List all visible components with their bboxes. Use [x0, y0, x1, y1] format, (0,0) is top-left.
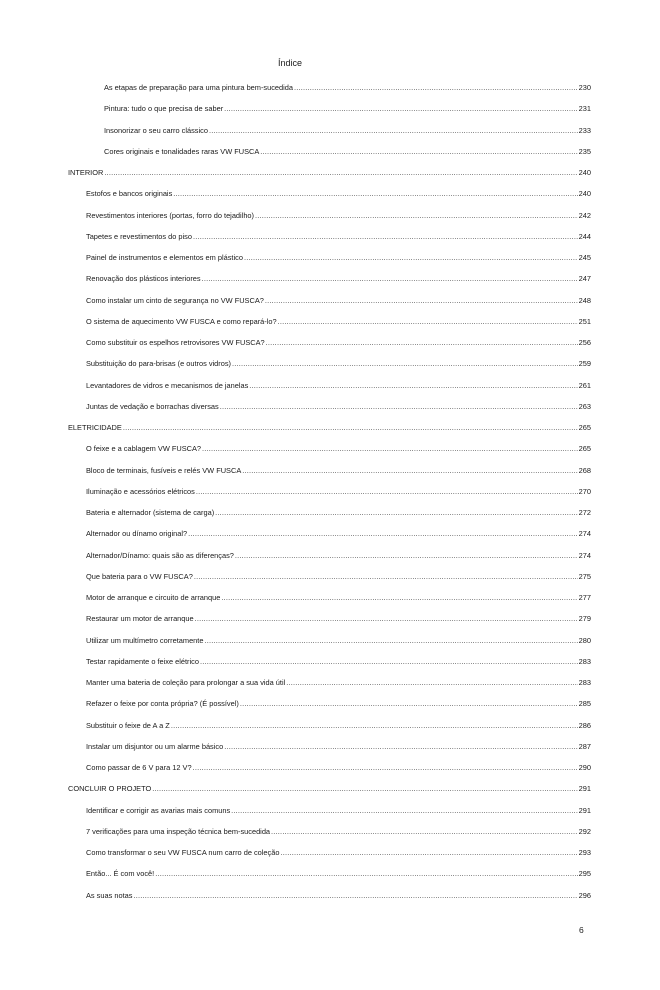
toc-entry-label: Manter uma bateria de coleção para prolongar a sua vida útil	[86, 678, 286, 687]
toc-dot-leader	[133, 891, 577, 900]
toc-entry-label: Bateria e alternador (sistema de carga)	[86, 508, 215, 517]
toc-entry-label: Substituição do para-brisas (e outros vidros)	[86, 359, 232, 369]
toc-entry[interactable]	[86, 548, 591, 560]
toc-entry[interactable]	[86, 208, 591, 220]
toc-dot-leader	[204, 636, 577, 645]
toc-entry-page: 265	[578, 444, 591, 454]
toc-entry-page: 285	[578, 699, 591, 709]
toc-entry-label: Alternador/Dínamo: quais são as diferenças?	[86, 550, 234, 560]
toc-dot-leader	[104, 168, 577, 177]
toc-entry[interactable]	[86, 463, 591, 475]
toc-entry[interactable]	[86, 505, 591, 517]
toc-entry[interactable]	[86, 335, 591, 347]
toc-entry-label: Motor de arranque e circuito de arranque	[86, 593, 221, 602]
toc-entry-label: Renovação dos plásticos interiores	[86, 274, 201, 284]
toc-entry-page: 291	[578, 805, 591, 815]
toc-dot-leader	[278, 317, 578, 326]
toc-dot-leader	[255, 211, 578, 220]
toc-dot-leader	[249, 381, 577, 390]
toc-dot-leader	[123, 423, 578, 432]
toc-entry[interactable]	[86, 356, 591, 368]
toc-entry[interactable]	[86, 718, 591, 730]
toc-dot-leader	[155, 869, 577, 878]
toc-entry[interactable]	[68, 420, 591, 432]
toc-entry[interactable]	[68, 781, 591, 793]
toc-dot-leader	[220, 402, 578, 411]
toc-entry[interactable]	[86, 866, 591, 878]
toc-dot-leader	[193, 763, 578, 772]
toc-entry-label: Como passar de 6 V para 12 V?	[86, 763, 192, 772]
toc-dot-leader	[188, 529, 578, 538]
toc-entry[interactable]	[86, 271, 591, 283]
toc-entry-page: 283	[578, 656, 591, 666]
toc-entry[interactable]	[104, 123, 591, 135]
toc-entry[interactable]	[86, 611, 591, 623]
toc-dot-leader	[171, 721, 578, 730]
toc-dot-leader	[196, 487, 578, 496]
toc-entry-page: 274	[578, 550, 591, 560]
toc-entry-page: 292	[578, 826, 591, 836]
toc-entry-label: As suas notas	[86, 890, 133, 900]
toc-entry-page: 293	[578, 848, 591, 857]
toc-entry-page: 245	[578, 253, 591, 262]
toc-dot-leader	[294, 83, 578, 92]
toc-entry-label: INTERIOR	[68, 168, 104, 177]
toc-entry-label: Revestimentos interiores (portas, forro do tejadilho)	[86, 210, 255, 220]
page-title: Índice	[277, 58, 303, 68]
toc-dot-leader	[235, 551, 578, 560]
toc-entry-label: Juntas de vedação e borrachas diversas	[86, 401, 219, 411]
toc-entry-page: 233	[578, 125, 591, 135]
toc-dot-leader	[265, 296, 578, 305]
toc-entry-page: 240	[578, 168, 591, 177]
toc-entry-label: Como transformar o seu VW FUSCA num carro de coleção	[86, 848, 280, 857]
toc-entry[interactable]	[86, 803, 591, 815]
toc-entry[interactable]	[68, 165, 591, 177]
toc-entry-page: 248	[578, 295, 591, 305]
toc-entry[interactable]	[86, 739, 591, 751]
toc-entry[interactable]	[86, 888, 591, 900]
toc-entry[interactable]	[86, 484, 591, 496]
toc-entry[interactable]	[86, 441, 591, 453]
toc-entry-label: ELETRICIDADE	[68, 423, 122, 432]
toc-entry-page: 256	[578, 338, 591, 347]
toc-entry[interactable]	[104, 144, 591, 156]
toc-entry-page: 295	[578, 869, 591, 879]
toc-dot-leader	[242, 466, 577, 475]
toc-dot-leader	[231, 806, 577, 815]
toc-entry-label: 7 verificações para uma inspeção técnica bem-sucedida	[86, 826, 271, 836]
toc-entry-page: 244	[578, 231, 591, 241]
toc-entry[interactable]	[86, 250, 591, 262]
toc-entry[interactable]	[86, 633, 591, 645]
toc-dot-leader	[280, 848, 577, 857]
toc-dot-leader	[173, 189, 577, 198]
toc-entry-page: 274	[578, 529, 591, 539]
toc-dot-leader	[195, 614, 578, 623]
toc-entry[interactable]	[86, 378, 591, 390]
toc-entry[interactable]	[86, 526, 591, 538]
toc-entry-page: 231	[578, 104, 591, 114]
toc-entry-page: 272	[578, 508, 591, 517]
toc-entry-label: Iluminação e acessórios elétricos	[86, 486, 195, 496]
toc-entry-label: As etapas de preparação para uma pintura bem-sucedida	[104, 83, 293, 92]
toc-entry[interactable]	[86, 824, 591, 836]
toc-entry-page: 251	[578, 316, 591, 326]
toc-entry-page: 279	[578, 614, 591, 624]
toc-entry[interactable]	[86, 590, 591, 602]
toc-entry[interactable]	[86, 399, 591, 411]
toc-dot-leader	[202, 444, 578, 453]
toc-entry-page: 286	[578, 720, 591, 730]
toc-entry-label: O sistema de aquecimento VW FUSCA e como repará-lo?	[86, 316, 277, 326]
toc-entry[interactable]	[86, 314, 591, 326]
toc-entry-page: 283	[578, 678, 591, 687]
toc-entry-label: Cores originais e tonalidades raras VW FUSCA	[104, 146, 260, 156]
toc-dot-leader	[286, 678, 577, 687]
toc-entry-page: 280	[578, 635, 591, 645]
toc-entry-label: CONCLUIR O PROJETO	[68, 784, 152, 794]
toc-entry-label: Alternador ou dínamo original?	[86, 529, 188, 539]
toc-entry-label: Substituir o feixe de A a Z	[86, 720, 170, 730]
toc-entry-page: 242	[578, 210, 591, 220]
toc-entry-label: Como instalar um cinto de segurança no VW FUSCA?	[86, 295, 264, 305]
toc-dot-leader	[193, 232, 578, 241]
toc-dot-leader	[209, 126, 578, 135]
toc-entry-page: 265	[578, 423, 591, 432]
toc-entry-page: 275	[578, 571, 591, 581]
toc-entry-page: 277	[578, 593, 591, 602]
toc-entry[interactable]	[104, 101, 591, 113]
toc-entry-label: Instalar um disjuntor ou um alarme básico	[86, 741, 224, 751]
toc-entry-label: Refazer o feixe por conta própria? (É possível)	[86, 699, 239, 709]
footer-page-number: 6	[579, 925, 584, 935]
toc-entry[interactable]	[86, 293, 591, 305]
toc-entry[interactable]	[86, 186, 591, 198]
toc-entry[interactable]	[86, 845, 591, 857]
toc-dot-leader	[271, 827, 578, 836]
toc-entry-page: 247	[578, 274, 591, 284]
toc-entry-page: 291	[578, 784, 591, 794]
toc-dot-leader	[200, 657, 578, 666]
toc-entry-page: 263	[578, 401, 591, 411]
toc-entry-page: 270	[578, 486, 591, 496]
toc-entry-page: 259	[578, 359, 591, 369]
toc-dot-leader	[260, 147, 577, 156]
toc-entry-label: Que bateria para o VW FUSCA?	[86, 571, 193, 581]
toc-dot-leader	[240, 699, 578, 708]
toc-dot-leader	[221, 593, 577, 602]
toc-entry[interactable]	[86, 654, 591, 666]
toc-entry-label: Tapetes e revestimentos do piso	[86, 231, 192, 241]
toc-entry-label: Testar rapidamente o feixe elétrico	[86, 656, 199, 666]
toc-entry-page: 287	[578, 741, 591, 751]
toc-dot-leader	[266, 338, 578, 347]
toc-entry-label: Como substituir os espelhos retrovisores VW FUSCA?	[86, 338, 265, 347]
toc-dot-leader	[224, 742, 577, 751]
toc-dot-leader	[224, 104, 578, 113]
toc-entry[interactable]	[86, 229, 591, 241]
toc-entry[interactable]	[86, 675, 591, 687]
toc-entry-label: Bloco de terminais, fusíveis e relés VW FUSCA	[86, 465, 242, 475]
toc-dot-leader	[232, 359, 578, 368]
toc-dot-leader	[194, 572, 578, 581]
toc-entry-label: Restaurar um motor de arranque	[86, 614, 194, 624]
toc-entry[interactable]	[86, 569, 591, 581]
toc-entry-label: Levantadores de vidros e mecanismos de janelas	[86, 380, 249, 390]
toc-entry-page: 230	[578, 83, 591, 92]
toc-dot-leader	[152, 784, 577, 793]
toc-entry-label: Identificar e corrigir as avarias mais comuns	[86, 805, 231, 815]
toc-entry-label: Estofos e bancos originais	[86, 189, 173, 199]
toc-entry-label: Pintura: tudo o que precisa de saber	[104, 104, 224, 114]
toc-entry-page: 290	[578, 763, 591, 772]
toc-entry-page: 296	[578, 890, 591, 900]
toc-entry-label: Então... É com você!	[86, 869, 155, 879]
toc-entry-label: Painel de instrumentos e elementos em plástico	[86, 253, 243, 262]
toc-dot-leader	[202, 274, 578, 283]
toc-entry-page: 261	[578, 380, 591, 390]
toc-entry[interactable]	[104, 80, 591, 92]
toc-entry-label: O feixe e a cablagem VW FUSCA?	[86, 444, 202, 454]
toc-entry[interactable]	[86, 760, 591, 772]
toc-dot-leader	[215, 508, 577, 517]
toc-dot-leader	[244, 253, 578, 262]
toc-entry-label: Utilizar um multímetro corretamente	[86, 635, 204, 645]
toc-entry-label: Insonorizar o seu carro clássico	[104, 125, 208, 135]
toc-entry[interactable]	[86, 696, 591, 708]
toc-entry-page: 268	[578, 465, 591, 475]
toc-entry-page: 235	[578, 146, 591, 156]
toc-entry-page: 240	[578, 189, 591, 199]
